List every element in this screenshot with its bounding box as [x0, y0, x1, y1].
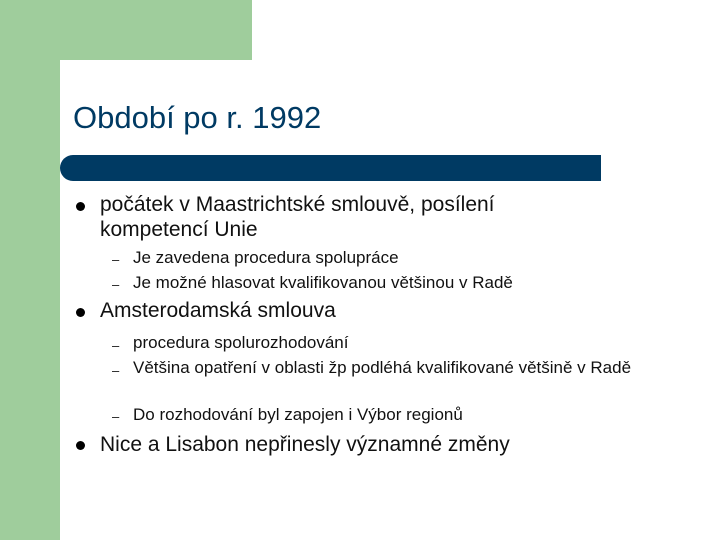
bullet-item: počátek v Maastrichtské smlouvě, posílení kompetencí Unie: [100, 193, 495, 241]
dash-icon: –: [112, 363, 120, 378]
bullet-item: Nice a Lisabon nepřinesly významné změny: [100, 433, 510, 456]
dash-icon: –: [112, 338, 120, 353]
sub-bullet-item: Je možné hlasovat kvalifikovanou většinou v Radě: [133, 273, 513, 292]
dash-icon: –: [112, 252, 120, 267]
sub-bullet-item: Do rozhodování byl zapojen i Výbor regionů: [133, 405, 463, 424]
bullet-icon: [76, 441, 85, 450]
bullet-icon: [76, 308, 85, 317]
dash-icon: –: [112, 409, 120, 424]
sub-bullet-item: Je zavedena procedura spolupráce: [133, 248, 399, 267]
bullet-icon: [76, 202, 85, 211]
dash-icon: –: [112, 277, 120, 292]
sub-bullet-item: Většina opatření v oblasti žp podléhá kvalifikované většině v Radě: [133, 358, 632, 377]
sub-bullet-item: procedura spolurozhodování: [133, 333, 349, 352]
bullet-item: Amsterodamská smlouva: [100, 299, 336, 322]
slide-title: Období po r. 1992: [73, 100, 322, 135]
